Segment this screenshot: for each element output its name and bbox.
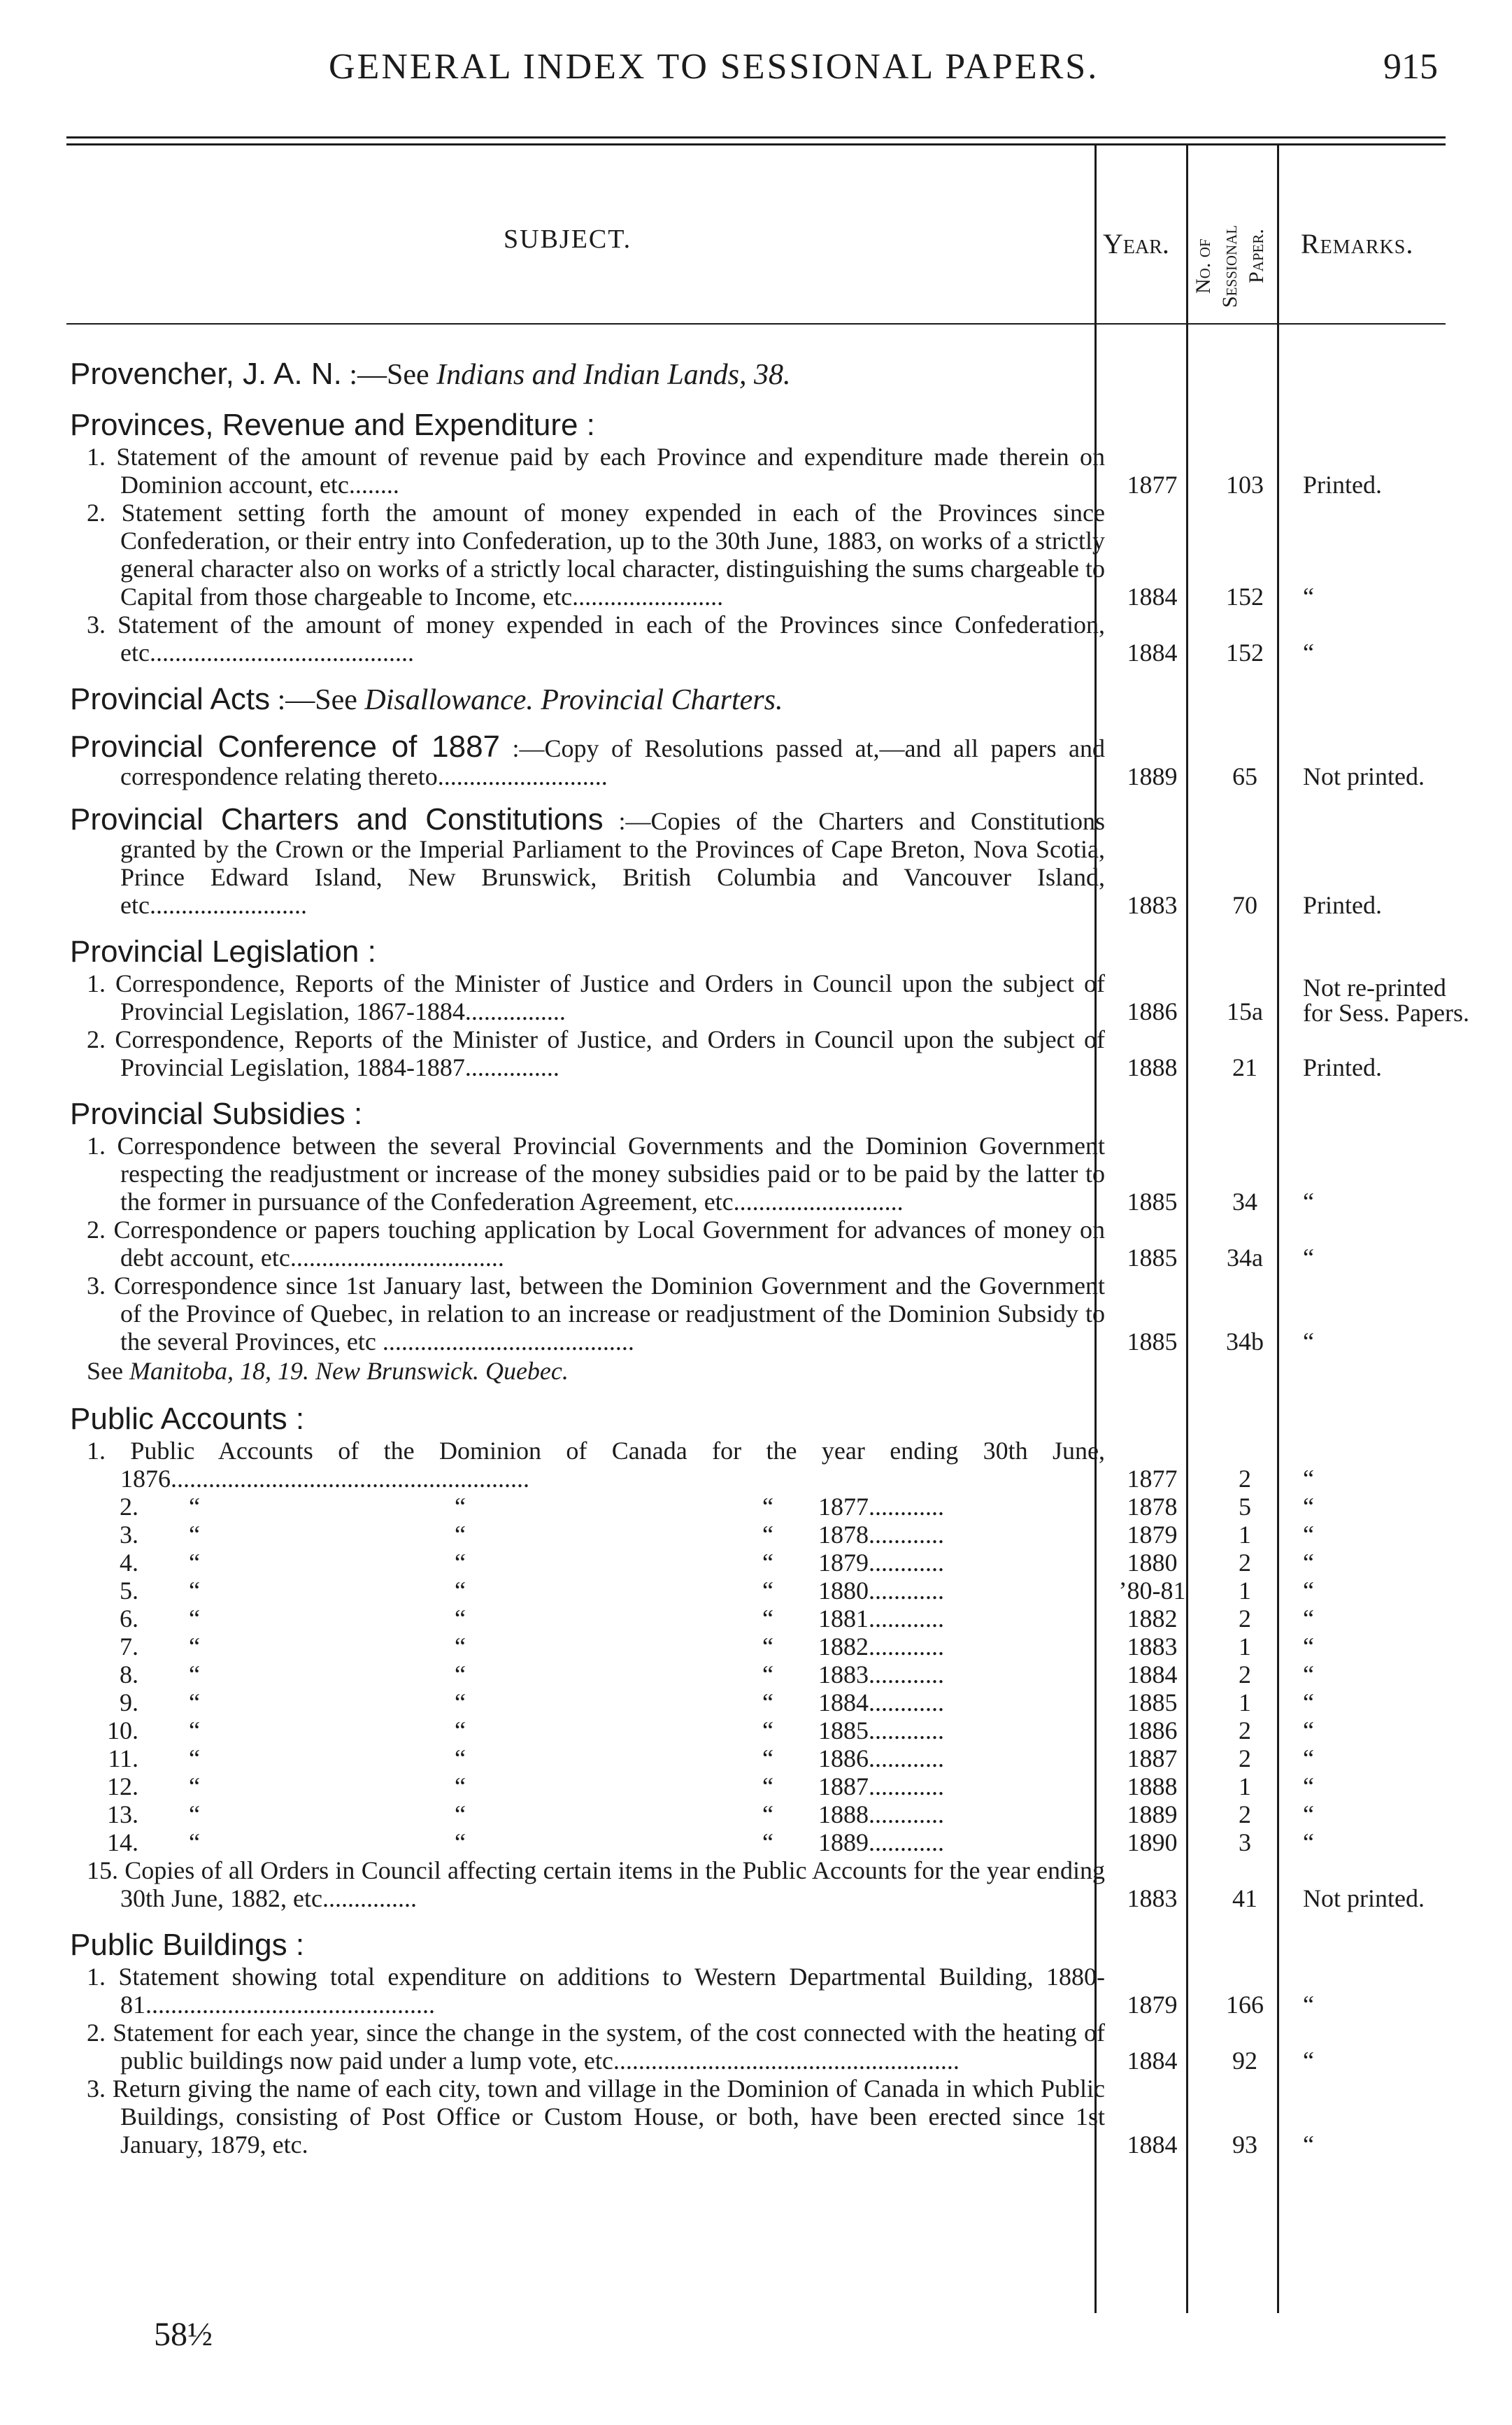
column-header-year: Year. — [1103, 228, 1169, 259]
entry-provincial-subsidies — [70, 1097, 1476, 1386]
paper-number-cell: 3 — [1239, 1828, 1251, 1856]
ditto-mark: “ — [455, 1549, 466, 1577]
year-cell: 1879 — [1127, 1521, 1178, 1549]
item-number: 10. — [107, 1716, 138, 1744]
year-ending: 1889............ — [818, 1828, 944, 1856]
ditto-line — [147, 1828, 1105, 1856]
ditto-mark: “ — [762, 1549, 773, 1577]
paper-number-cell: 2 — [1239, 1660, 1251, 1688]
index-row: 3. Statement of the amount of money expended in each of the Provinces since Confederation, etc.......................................... 1884 152 “ — [87, 611, 1314, 667]
ditto-mark: “ — [455, 1577, 466, 1605]
item-number: 6. — [120, 1605, 138, 1633]
cross-reference: Indians and Indian Lands, 38. — [436, 359, 791, 391]
ditto-mark: “ — [762, 1577, 773, 1605]
item-number: 4. — [120, 1549, 138, 1577]
item-number: 13. — [107, 1800, 138, 1828]
ditto-mark: “ — [762, 1772, 773, 1800]
item-number: 9. — [120, 1688, 138, 1716]
ditto-line — [147, 1688, 1105, 1716]
cross-reference: See Manitoba, 18, 19. New Brunswick. Quebec. — [87, 1357, 569, 1385]
column-header-subject: SUBJECT. — [504, 225, 632, 254]
item-number: 7. — [120, 1633, 138, 1660]
ditto-mark: “ — [455, 1633, 466, 1660]
year-ending: 1885............ — [818, 1716, 944, 1744]
ditto-mark: “ — [455, 1772, 466, 1800]
public-accounts-rows — [70, 1493, 1476, 1856]
ditto-mark: “ — [762, 1688, 773, 1716]
ditto-mark: “ — [762, 1521, 773, 1549]
year-cell: 1887 — [1127, 1744, 1178, 1772]
ditto-mark: “ — [189, 1772, 200, 1800]
year-cell: 1883 — [1127, 1633, 1178, 1660]
year-ending: 1877............ — [818, 1493, 944, 1521]
entry-provinces — [70, 408, 1476, 667]
year-cell: 1880 — [1127, 1549, 1178, 1577]
item-number: 12. — [107, 1772, 138, 1800]
year-cell: 1885 — [1127, 1688, 1178, 1716]
index-row — [70, 1549, 1476, 1577]
ditto-mark: “ — [455, 1660, 466, 1688]
year-ending: 1886............ — [818, 1744, 944, 1772]
index-row — [70, 1716, 1476, 1744]
ditto-line — [147, 1660, 1105, 1688]
column-header-sessional-paper: No. of Sessional Paper. — [1192, 225, 1268, 308]
remarks-cell: “ — [1303, 1577, 1314, 1605]
index-row — [70, 1828, 1476, 1856]
paper-number-cell: 1 — [1239, 1521, 1251, 1549]
ditto-mark: “ — [455, 1521, 466, 1549]
entry-provencher: Provencher, J. A. N. :—See Indians and Indian Lands, 38. — [70, 357, 791, 391]
index-body — [70, 357, 1476, 2174]
index-row: 1. Correspondence between the several Provincial Governments and the Dominion Government respecting the readjustment or increase of the money subsidies paid or to be paid by the latter to the former in pursuance of the Confederation Agreement, etc........................... 1885 34 “ — [87, 1132, 1314, 1216]
ditto-mark: “ — [189, 1577, 200, 1605]
index-row — [70, 1744, 1476, 1772]
year-ending: 1884............ — [818, 1688, 944, 1716]
remarks-cell: “ — [1303, 1660, 1314, 1688]
headword: Provincial Legislation : — [70, 934, 376, 969]
index-row — [70, 1605, 1476, 1633]
paper-number-cell: 2 — [1239, 1744, 1251, 1772]
ditto-mark: “ — [189, 1549, 200, 1577]
headword: Provincial Conference of 1887 — [70, 730, 501, 764]
year-ending: 1878............ — [818, 1521, 944, 1549]
ditto-mark: “ — [189, 1605, 200, 1633]
paper-number-cell: 2 — [1239, 1549, 1251, 1577]
cross-reference: Disallowance. Provincial Charters. — [364, 684, 783, 716]
paper-number-cell: 2 — [1239, 1800, 1251, 1828]
signature-mark: 58½ — [154, 2316, 213, 2353]
paper-number-cell: 1 — [1239, 1688, 1251, 1716]
year-cell: 1890 — [1127, 1828, 1178, 1856]
ditto-mark: “ — [189, 1633, 200, 1660]
index-row — [70, 1577, 1476, 1605]
paper-number-cell: 1 — [1239, 1633, 1251, 1660]
ditto-mark: “ — [455, 1828, 466, 1856]
header-rule — [66, 323, 1446, 325]
top-double-rule-1 — [66, 136, 1446, 138]
top-double-rule-2 — [66, 143, 1446, 145]
item-number: 8. — [120, 1660, 138, 1688]
running-head: GENERAL INDEX TO SESSIONAL PAPERS. — [329, 47, 1099, 87]
headword: Provinces, Revenue and Expenditure : — [70, 408, 595, 442]
paper-number-cell: 2 — [1239, 1716, 1251, 1744]
index-row: 1. Statement showing total expenditure on additions to Western Departmental Building, 1880-81.............................................. 1879 166 “ — [87, 1963, 1314, 2019]
remarks-cell: “ — [1303, 1493, 1314, 1521]
remarks-cell: “ — [1303, 1800, 1314, 1828]
ditto-mark: “ — [455, 1716, 466, 1744]
column-header-remarks: Remarks. — [1301, 228, 1414, 259]
headword: Provincial Subsidies : — [70, 1097, 363, 1131]
entry-public-buildings — [70, 1928, 1476, 2159]
year-ending: 1879............ — [818, 1549, 944, 1577]
ditto-mark: “ — [189, 1660, 200, 1688]
year-ending: 1887............ — [818, 1772, 944, 1800]
ditto-mark: “ — [762, 1660, 773, 1688]
ditto-line — [147, 1549, 1105, 1577]
index-row — [70, 1633, 1476, 1660]
ditto-mark: “ — [189, 1688, 200, 1716]
item-number: 3. — [120, 1521, 138, 1549]
index-row: 3. Return giving the name of each city, town and village in the Dominion of Canada in which Public Buildings, consisting of Post Office or Custom House, or both, have been erected since 1st January, 1879, etc. 1884 93 “ — [87, 2075, 1314, 2159]
item-number: 5. — [120, 1577, 138, 1605]
entry-provincial-legislation — [70, 934, 1476, 1081]
ditto-mark: “ — [455, 1688, 466, 1716]
ditto-mark: “ — [189, 1800, 200, 1828]
remarks-cell: “ — [1303, 1828, 1314, 1856]
index-row — [70, 1660, 1476, 1688]
entry-public-accounts — [70, 1402, 1476, 1912]
ditto-mark: “ — [762, 1493, 773, 1521]
ditto-mark: “ — [189, 1744, 200, 1772]
index-row — [70, 1521, 1476, 1549]
index-row: 2. Statement setting forth the amount of money expended in each of the Provinces since Confederation, or their entry into Confederation, up to the 30th June, 1883, on works of a strictly general character also on works of a strictly local character, distinguishing the sums chargeable to Capital from those chargeable to Income, etc........................ 1884 152 “ — [87, 499, 1314, 611]
ditto-mark: “ — [762, 1828, 773, 1856]
index-row: 2. Statement for each year, since the change in the system, of the cost connected with the heating of public buildings now paid under a lump vote, etc....................................................... 1884 92 “ — [87, 2019, 1314, 2075]
year-ending: 1882............ — [818, 1633, 944, 1660]
ditto-line — [147, 1493, 1105, 1521]
remarks-cell: “ — [1303, 1688, 1314, 1716]
year-cell: 1886 — [1127, 1716, 1178, 1744]
remarks-cell: “ — [1303, 1772, 1314, 1800]
index-row: 1. Correspondence, Reports of the Minister of Justice and Orders in Council upon the subject of Provincial Legislation, 1867-1884................ 1886 15a Not re-printed for Sess. Papers. — [87, 969, 1469, 1027]
index-row — [70, 1493, 1476, 1521]
year-ending: 1880............ — [818, 1577, 944, 1605]
ditto-mark: “ — [189, 1828, 200, 1856]
entry-provincial-conference: Provincial Conference of 1887 :—Copy of Resolutions passed at,—and all papers and correspondence relating thereto........................... 1889 65 Not printed. — [70, 730, 1425, 790]
year-cell: 1889 — [1127, 1800, 1178, 1828]
index-row: 2. Correspondence or papers touching application by Local Government for advances of money on debt account, etc.................................. 1885 34a “ — [87, 1216, 1314, 1272]
remarks-cell: “ — [1303, 1744, 1314, 1772]
item-number: 11. — [108, 1744, 138, 1772]
ditto-line — [147, 1744, 1105, 1772]
remarks-cell: “ — [1303, 1605, 1314, 1633]
entry-provincial-acts: Provincial Acts :—See Disallowance. Provincial Charters. — [70, 682, 783, 716]
ditto-mark: “ — [189, 1521, 200, 1549]
index-row: 2. Correspondence, Reports of the Minister of Justice, and Orders in Council upon the subject of Provincial Legislation, 1884-1887............... 1888 21 Printed. — [87, 1025, 1382, 1081]
headword: Public Buildings : — [70, 1928, 305, 1962]
index-row — [70, 1800, 1476, 1828]
ditto-mark: “ — [189, 1716, 200, 1744]
year-cell: 1884 — [1127, 1660, 1178, 1688]
item-number: 2. — [120, 1493, 138, 1521]
ditto-mark: “ — [455, 1493, 466, 1521]
ditto-line — [147, 1577, 1105, 1605]
item-number: 14. — [107, 1828, 138, 1856]
index-row: 15. Copies of all Orders in Council affecting certain items in the Public Accounts for the year ending 30th June, 1882, etc............... 1883 41 Not printed. — [87, 1856, 1425, 1912]
ditto-mark: “ — [455, 1800, 466, 1828]
headword: Public Accounts : — [70, 1402, 305, 1436]
ditto-line — [147, 1716, 1105, 1744]
year-cell: ’80-81 — [1118, 1577, 1186, 1605]
headword: Provincial Charters and Constitutions — [70, 802, 604, 837]
paper-number-cell: 1 — [1239, 1577, 1251, 1605]
remarks-cell: “ — [1303, 1521, 1314, 1549]
ditto-line — [147, 1800, 1105, 1828]
year-ending: 1881............ — [818, 1605, 944, 1633]
index-row — [70, 1688, 1476, 1716]
index-row: 3. Correspondence since 1st January last, between the Dominion Government and the Government of the Province of Quebec, in relation to an increase or readjustment of the Dominion Subsidy to the several Provinces, etc ........................................ 1885 34b “ — [87, 1272, 1314, 1356]
year-cell: 1878 — [1127, 1493, 1178, 1521]
index-row: 1. Statement of the amount of revenue paid by each Province and expenditure made therein on Dominion account, etc........ 1877 103 Printed. — [87, 443, 1382, 499]
ditto-mark: “ — [189, 1493, 200, 1521]
page-number: 915 — [1383, 47, 1438, 87]
paper-number-cell: 2 — [1239, 1605, 1251, 1633]
year-ending: 1883............ — [818, 1660, 944, 1688]
ditto-line — [147, 1521, 1105, 1549]
ditto-mark: “ — [762, 1716, 773, 1744]
paper-number-cell: 1 — [1239, 1772, 1251, 1800]
ditto-mark: “ — [762, 1633, 773, 1660]
ditto-mark: “ — [455, 1744, 466, 1772]
ditto-mark: “ — [455, 1605, 466, 1633]
ditto-mark: “ — [762, 1744, 773, 1772]
ditto-line — [147, 1633, 1105, 1660]
ditto-line — [147, 1772, 1105, 1800]
paper-number-cell: 5 — [1239, 1493, 1251, 1521]
headword: Provencher, J. A. N. — [70, 357, 342, 391]
index-row — [70, 1772, 1476, 1800]
remarks-cell: “ — [1303, 1716, 1314, 1744]
year-cell: 1882 — [1127, 1605, 1178, 1633]
ditto-line — [147, 1605, 1105, 1633]
entry-provincial-charters: Provincial Charters and Constitutions :—Copies of the Charters and Constitutions granted by the Crown or the Imperial Parliament to the Provinces of Cape Breton, Nova Scotia, Prince Edward Island, New Brunswick, British Columbia and Vancouver Island, etc......................... 1883 70 Printed. — [70, 802, 1382, 919]
headword: Provincial Acts — [70, 682, 271, 716]
remarks-cell: “ — [1303, 1633, 1314, 1660]
ditto-mark: “ — [762, 1800, 773, 1828]
year-cell: 1888 — [1127, 1772, 1178, 1800]
ditto-mark: “ — [762, 1605, 773, 1633]
index-row: 1. Public Accounts of the Dominion of Canada for the year ending 30th June, 1876......................................................... 1877 2 “ — [87, 1437, 1314, 1493]
remarks-cell: “ — [1303, 1549, 1314, 1577]
year-ending: 1888............ — [818, 1800, 944, 1828]
